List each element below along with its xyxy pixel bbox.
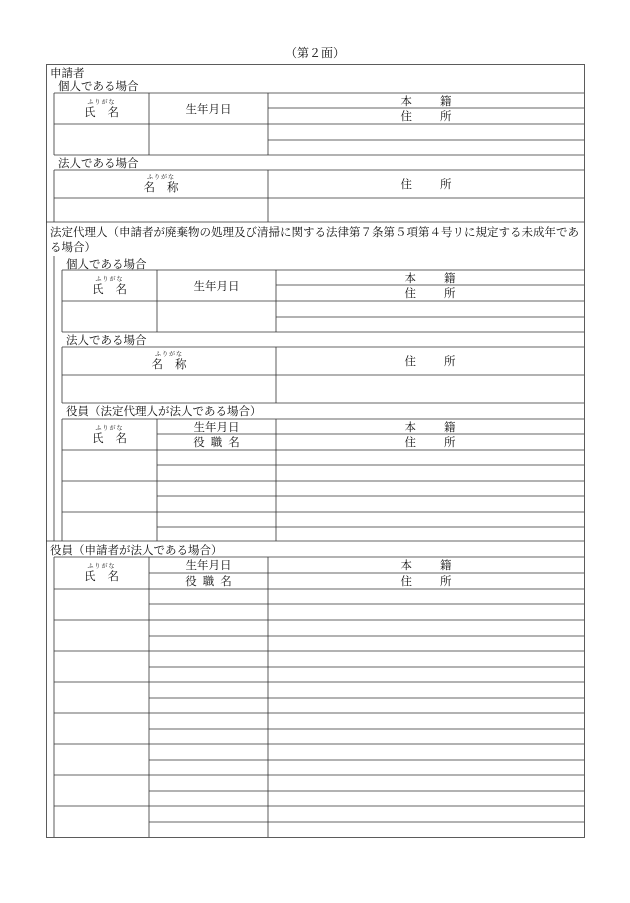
lr-address-header: 住所 — [404, 286, 484, 300]
lr-name-field[interactable] — [62, 301, 157, 332]
lr-officers-heading: 役員（法定代理人が法人である場合） — [66, 404, 262, 418]
lr-address-field[interactable] — [276, 317, 584, 332]
lr-corp-address-field[interactable] — [276, 375, 584, 403]
lr-corp-name-header: ふりがな 名称 — [151, 351, 199, 371]
applicant-individual-heading: 個人である場合 — [58, 79, 139, 93]
applicant-corp-address-header: 住所 — [400, 177, 480, 191]
applicant-corp-name-field[interactable] — [54, 198, 268, 222]
applicant-domicile-field[interactable] — [268, 124, 584, 140]
officer-position-header: 役職名 — [185, 574, 238, 588]
officer-address-header: 住所 — [400, 574, 480, 588]
officer-birthdate-header: 生年月日 — [185, 558, 232, 572]
lr-name-header: ふりがな 氏名 — [92, 275, 139, 296]
lr-birthdate-field[interactable] — [157, 301, 276, 332]
applicant-address-header: 住所 — [400, 109, 480, 123]
applicant-corp-name-header: ふりがな 名称 — [143, 174, 191, 194]
applicant-corp-address-field[interactable] — [268, 198, 584, 222]
applicant-address-field[interactable] — [268, 140, 584, 155]
applicant-birthdate-field[interactable] — [149, 124, 268, 155]
applicant-domicile-header: 本籍 — [400, 93, 480, 108]
lr-domicile-field[interactable] — [276, 301, 584, 317]
lr-corporation-heading: 法人である場合 — [66, 333, 147, 347]
officer-domicile-header: 本籍 — [400, 558, 480, 572]
applicant-corporation-heading: 法人である場合 — [58, 156, 139, 170]
lr-officer-birthdate-header: 生年月日 — [193, 419, 240, 434]
applicant-officers-heading: 役員（申請者が法人である場合） — [50, 543, 223, 557]
lr-corp-name-field[interactable] — [62, 375, 276, 403]
applicant-name-field[interactable] — [54, 124, 149, 155]
lr-officer-address-header: 住所 — [404, 435, 484, 449]
applicant-heading: 申請者 — [50, 66, 85, 80]
lr-officer-name-header: ふりがな 氏名 — [92, 424, 139, 445]
lr-domicile-header: 本籍 — [404, 270, 484, 285]
applicant-birthdate-header: 生年月日 — [185, 101, 232, 116]
legal-representative-heading: 法定代理人（申請者が廃棄物の処理及び清掃に関する法律第７条第５項第４号リに規定する未成年である場合） — [50, 225, 579, 254]
lr-individual-heading: 個人である場合 — [66, 257, 147, 271]
page-title: （第２面） — [284, 46, 345, 60]
lr-birthdate-header: 生年月日 — [193, 278, 240, 293]
officer-name-header: ふりがな 氏名 — [84, 563, 131, 583]
lr-officer-position-header: 役職名 — [193, 435, 246, 449]
lr-corp-address-header: 住所 — [404, 354, 484, 368]
applicant-name-header: ふりがな 氏名 — [84, 98, 131, 119]
lr-officer-domicile-header: 本籍 — [404, 419, 484, 434]
